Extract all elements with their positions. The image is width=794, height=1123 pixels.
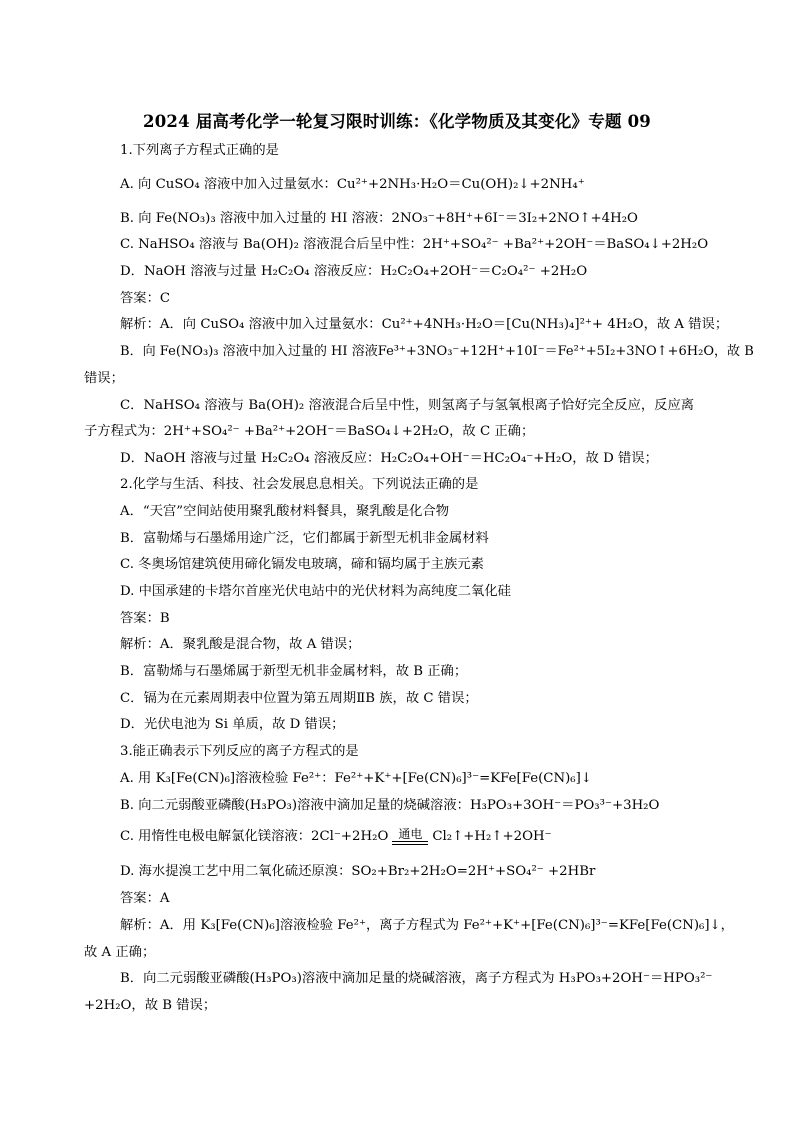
q2-answer: 答案：B <box>120 611 170 626</box>
q1-explanation-c: C．NaHSO₄ 溶液与 Ba(OH)₂ 溶液混合后呈中性，则氢离子与氢氧根离子恰好完全反应，反应离 <box>120 398 695 413</box>
q1-explanation-c-cont: 子方程式为：2H⁺+SO₄²⁻ +Ba²⁺+2OH⁻＝BaSO₄↓+2H₂O，故 C 正确； <box>84 424 535 439</box>
reaction-condition-label: 通电 <box>398 827 423 841</box>
q2-explanation-d: D．光伏电池为 Si 单质，故 D 错误； <box>120 717 345 732</box>
q2-stem: 2.化学与生活、科技、社会发展息息相关。下列说法正确的是 <box>120 477 479 492</box>
q1-option-a: A. 向 CuSO₄ 溶液中加入过量氨水：Cu²⁺+2NH₃·H₂O＝Cu(OH)₂↓+2NH₄⁺ <box>120 177 585 192</box>
q1-answer: 答案：C <box>120 291 171 306</box>
q2-explanation-a: 解析：A．聚乳酸是混合物，故 A 错误； <box>120 637 361 652</box>
q3-option-c-right: Cl₂↑+H₂↑+2OH⁻ <box>432 829 552 844</box>
q2-option-a: A．“天宫”空间站使用聚乳酸材料餐具，聚乳酸是化合物 <box>120 504 450 519</box>
q2-option-d: D. 中国承建的卡塔尔首座光伏电站中的光伏材料为高纯度二氧化硅 <box>120 584 511 599</box>
q1-explanation-b-cont: 错误； <box>84 371 124 386</box>
q3-option-d: D. 海水提溴工艺中用二氧化硫还原溴：SO₂+Br₂+2H₂O=2H⁺+SO₄²⁻ +2HBr <box>120 864 596 879</box>
q2-option-c: C. 冬奥场馆建筑使用碲化镉发电玻璃，碲和镉均属于主族元素 <box>120 557 484 572</box>
double-line-sign <box>392 841 428 845</box>
q1-explanation-b: B．向 Fe(NO₃)₃ 溶液中加入过量的 HI 溶液Fe³⁺+3NO₃⁻+12H⁺+10I⁻＝Fe²⁺+5I₂+3NO↑+6H₂O，故 B <box>120 344 754 359</box>
q3-option-a: A. 用 K₃[Fe(CN)₆]溶液检验 Fe²⁺：Fe²⁺+K⁺+[Fe(CN)₆]³⁻=KFe[Fe(CN)₆]↓ <box>120 771 592 786</box>
q3-explanation-b-cont: +2H₂O，故 B 错误； <box>84 998 217 1013</box>
q3-option-b: B. 向二元弱酸亚磷酸(H₃PO₃)溶液中滴加足量的烧碱溶液：H₃PO₃+3OH⁻＝PO₃³⁻+3H₂O <box>120 798 660 813</box>
q1-explanation-a: 解析：A．向 CuSO₄ 溶液中加入过量氨水：Cu²⁺+4NH₃·H₂O＝[Cu(NH₃)₄]²⁺+ 4H₂O，故 A 错误； <box>120 317 729 332</box>
q3-option-c-left: C. 用惰性电极电解氯化镁溶液：2Cl⁻+2H₂O <box>120 829 389 844</box>
q2-explanation-c: C．镉为在元素周期表中位置为第五周期ⅡB 族，故 C 错误； <box>120 691 478 706</box>
q3-option-c <box>120 828 552 846</box>
q2-option-b: B．富勒烯与石墨烯用途广泛，它们都属于新型无机非金属材料 <box>120 531 489 546</box>
q1-stem: 1.下列离子方程式正确的是 <box>120 143 279 158</box>
q3-explanation-a-cont: 故 A 正确； <box>84 945 156 960</box>
reaction-condition <box>392 828 428 845</box>
q1-option-c: C. NaHSO₄ 溶液与 Ba(OH)₂ 溶液混合后呈中性：2H⁺+SO₄²⁻ +Ba²⁺+2OH⁻＝BaSO₄↓+2H₂O <box>120 237 709 252</box>
page-title: 2024 届高考化学一轮复习限时训练：《化学物质及其变化》专题 09 <box>143 112 651 131</box>
q2-explanation-b: B．富勒烯与石墨烯属于新型无机非金属材料，故 B 正确； <box>120 664 468 679</box>
q1-option-d: D．NaOH 溶液与过量 H₂C₂O₄ 溶液反应：H₂C₂O₄+2OH⁻＝C₂O₄²⁻ +2H₂O <box>120 264 588 279</box>
q1-option-b: B. 向 Fe(NO₃)₃ 溶液中加入过量的 HI 溶液：2NO₃⁻+8H⁺+6I⁻＝3I₂+2NO↑+4H₂O <box>120 211 638 226</box>
q1-explanation-d: D．NaOH 溶液与过量 H₂C₂O₄ 溶液反应：H₂C₂O₄+OH⁻＝HC₂O₄⁻+H₂O，故 D 错误； <box>120 451 658 466</box>
q3-explanation-a: 解析：A．用 K₃[Fe(CN)₆]溶液检验 Fe²⁺，离子方程式为 Fe²⁺+K⁺+[Fe(CN)₆]³⁻=KFe[Fe(CN)₆]↓， <box>120 918 734 933</box>
q3-stem: 3.能正确表示下列反应的离子方程式的是 <box>120 744 359 759</box>
q3-answer: 答案：A <box>120 891 170 906</box>
q3-explanation-b: B．向二元弱酸亚磷酸(H₃PO₃)溶液中滴加足量的烧碱溶液，离子方程式为 H₃PO₃+2OH⁻＝HPO₃²⁻ <box>120 971 713 986</box>
